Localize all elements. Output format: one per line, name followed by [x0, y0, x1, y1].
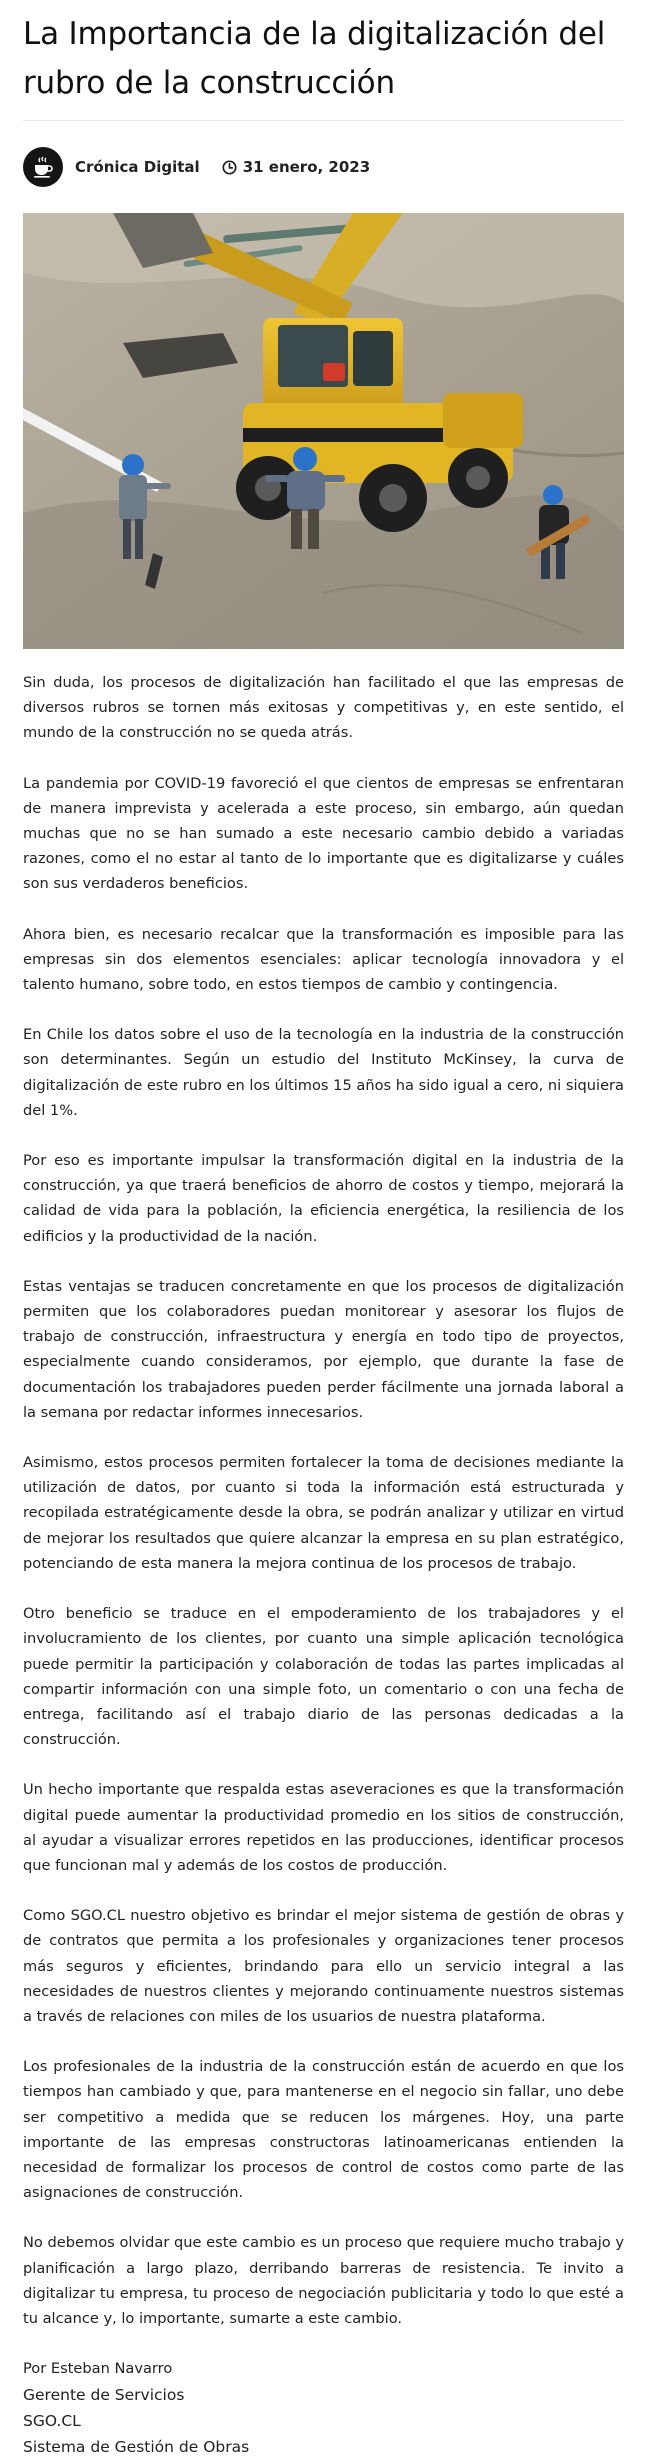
date-text: 31 enero, 2023 [242, 158, 371, 176]
article-paragraph: Como SGO.CL nuestro objetivo es brindar el mejor sistema de gestión de obras y de contratos que permita a los profesionales y organizaciones tener procesos más seguros y eficientes, brindando para ello un servicio integral a las necesidades de nuestros clientes y mejorando continuamente nuestros sistemas a través de relaciones con miles de los usuarios de nuestra plataforma. [23, 1907, 624, 2025]
signature-company: SGO.CL [23, 2412, 81, 2431]
signature-by: Por Esteban Navarro [23, 2360, 173, 2378]
signature-product: Sistema de Gestión de Obras [23, 2438, 250, 2457]
article-title: La Importancia de la digitalización del rubro de la construcción [23, 16, 606, 101]
article-paragraph: Ahora bien, es necesario recalcar que la transformación es imposible para las empresas sin dos elementos esenciales: aplicar tecnología innovadora y el talento humano, sobre todo, en estos tiempos de cambio y contingencia. [23, 925, 624, 994]
article-paragraph: No debemos olvidar que este cambio es un proceso que requiere mucho trabajo y planificación a largo plazo, derribando barreras de resistencia. Te invito a digitalizar tu empresa, tu proceso de negociación publicitaria y todo lo que esté a tu alcance y, lo importante, sumarte a este cambio. [23, 2234, 624, 2327]
article-paragraph: La pandemia por COVID-19 favoreció el que cientos de empresas se enfrentaran de manera imprevista y acelerada a este proceso, sin embargo, aún quedan muchas que no se han sumado a este necesario cambio debido a variadas razones, como el no estar al tanto de lo importante que es digitalizarse y cuáles son sus verdaderos beneficios. [23, 774, 624, 893]
signature-role: Gerente de Servicios [23, 2386, 185, 2405]
article-paragraph: Un hecho importante que respalda estas aseveraciones es que la transformación digital puede aumentar la productividad promedio en los sitios de construcción, al ayudar a visualizar errores repetidos en las producciones, identificar procesos que funcionan mal y además de los costos de producción. [23, 1781, 624, 1874]
author-name[interactable]: Crónica Digital [75, 158, 200, 176]
article-paragraph: Estas ventajas se traducen concretamente en que los procesos de digitalización permiten que los colaboradores puedan monitorear y asesorar los flujos de trabajo de construcción, infraestructura y energía en todo tipo de proyectos, especialmente cuando consideramos, por ejemplo, que durante la fase de documentación los trabajadores pueden perder fácilmente una jornada laboral a la semana por redactar informes innecesarios. [23, 1277, 624, 1421]
article-meta [23, 121, 624, 213]
publish-date [222, 158, 371, 176]
article-paragraph: Por eso es importante impulsar la transformación digital en la industria de la construcción, ya que traerá beneficios de ahorro de costos y tiempo, mejorará la calidad de vida para la población, la eficiencia energética, la resiliencia de los edificios y la productividad de la nación. [23, 1152, 624, 1245]
article-paragraph: Otro beneficio se traduce en el empoderamiento de los trabajadores y el involucramiento de los clientes, por cuanto una simple aplicación tecnológica puede permitir la participación y colaboración de todas las partes implicadas al compartir información con una simple foto, un comentario o con una fecha de entrega, facilitando así el trabajo diario de las personas dedicadas a la construcción. [23, 1605, 624, 1749]
article-paragraph: Asimismo, estos procesos permiten fortalecer la toma de decisiones mediante la utilización de datos, por cuanto si toda la información está estructurada y recopilada estratégicamente desde la obra, se podrán analizar y utilizar en virtud de mejorar los resultados que quiere alcanzar la empresa en su plan estratégico, potenciando de esta manera la mejora continua de los procesos de trabajo. [23, 1454, 624, 1572]
article-paragraph: En Chile los datos sobre el uso de la tecnología en la industria de la construcción son determinantes. Según un estudio del Instituto McKinsey, la curva de digitalización de este rubro en los últimos 15 años ha sido igual a cero, ni siquiera del 1%. [23, 1026, 624, 1119]
article-body [23, 670, 624, 2331]
coffee-cup-icon [31, 155, 55, 179]
clock-icon [222, 160, 237, 175]
article [23, 0, 624, 2460]
article-paragraph: Sin duda, los procesos de digitalización han facilitado el que las empresas de diversos rubros se tornen más exitosas y competitivas y, en este sentido, el mundo de la construcción no se queda atrás. [23, 674, 624, 742]
article-paragraph: Los profesionales de la industria de la construcción están de acuerdo en que los tiempos han cambiado y que, para mantenerse en el negocio sin fallar, uno debe ser competitivo a medida que se reducen los márgenes. Hoy, una parte importante de las empresas constructoras latinoamericanas entienden la necesidad de formalizar los procesos de control de costos como parte de las asignaciones de construcción. [23, 2058, 624, 2202]
hero-image [23, 213, 624, 649]
author-signature [23, 2356, 624, 2460]
author-avatar[interactable] [23, 147, 63, 187]
